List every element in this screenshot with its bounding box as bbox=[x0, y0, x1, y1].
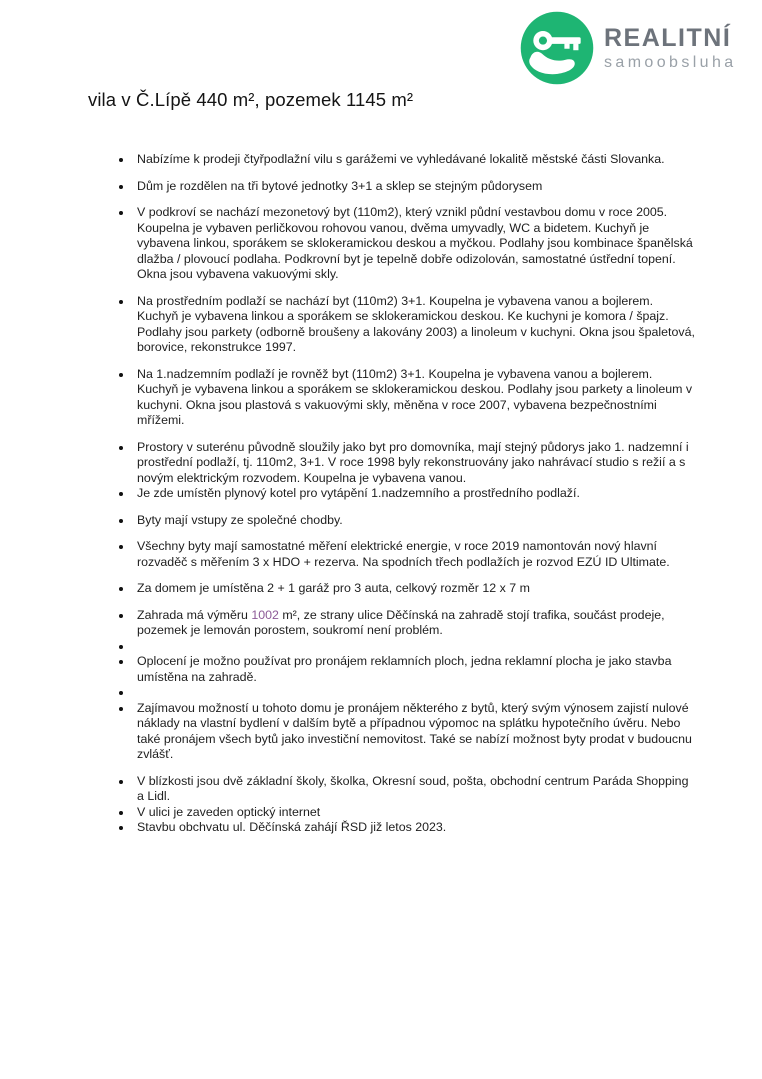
list-item bbox=[137, 774, 695, 805]
brand-wordmark bbox=[604, 23, 737, 71]
list-item bbox=[137, 179, 695, 195]
bullet-text: Prostory v suterénu původně sloužily jako byt pro domovníka, mají stejný půdorys jako 1. nadzemní i prostřední podlaží, tj. 110m2, 3+1. V roce 1998 byly rekonstruovány jako nahrávací studio s režií a s novým elektrickým rozvodem. Koupelna je vybavena vanou. bbox=[137, 439, 689, 485]
bullet-text: Stavbu obchvatu ul. Děčínská zahájí ŘSD již letos 2023. bbox=[137, 820, 447, 834]
bullet-text: m², ze strany ulice Děčínská na zahradě stojí trafika, součást prodeje, pozemek je lemován porostem, soukromí není problém. bbox=[137, 607, 665, 637]
bullet-text: V podkroví se nachází mezonetový byt (110m2), který vznikl půdní vestavbou domu v roce 2005. Koupelna je vybaven perličkovou rohovou vanou, dvěma umyvadly, WC a bidetem. Kuchyň je vybavena linkou, sporákem se sklokeramickou deskou a myčkou. Podlahy jsou kombinace španělská dlažba / plovoucí podlaha. Podkrovní byt je tepelně dobře odizolován, samostatné ústřední topení. Okna jsou vybavena vakuovými skly. bbox=[137, 205, 693, 281]
bullet-text: Byty mají vstupy ze společné chodby. bbox=[137, 512, 343, 527]
bullet-text: Je zde umístěn plynový kotel pro vytápění 1.nadzemního a prostředního podlaží. bbox=[137, 486, 580, 500]
bullet-text: Dům je rozdělen na tři bytové jednotky 3+1 a sklep se stejným půdorysem bbox=[137, 178, 543, 193]
bullet-text: V ulici je zaveden optický internet bbox=[137, 804, 321, 819]
bullet-text: Za domem je umístěna 2 + 1 garáž pro 3 auta, celkový rozměr 12 x 7 m bbox=[137, 581, 530, 595]
bullet-text: Zajímavou možností u tohoto domu je pronájem některého z bytů, který svým výnosem zajistí nulové náklady na vlastní bydlení v dalším bytě a případnou výpomoc na splátku hypotečního úvěru. Nebo také pronájem všech bytů jako investiční nemovitost. Také se nabízí možnost byty prodat v budoucnu zvlášť. bbox=[137, 700, 692, 761]
list-item-empty bbox=[137, 639, 695, 655]
list-item bbox=[137, 440, 695, 487]
page-title: vila v Č.Lípě 440 m², pozemek 1145 m² bbox=[88, 89, 414, 110]
bullet-text: Nabízíme k prodeji čtyřpodlažní vilu s garážemi ve vyhledávané lokalitě městské části Slovanka. bbox=[137, 152, 665, 166]
list-item bbox=[137, 152, 695, 168]
list-item bbox=[137, 513, 695, 529]
list-item bbox=[137, 539, 695, 570]
bullet-text: Zahrada má výměru bbox=[137, 607, 252, 622]
list-item bbox=[137, 294, 695, 356]
bullet-text: Na prostředním podlaží se nachází byt (110m2) 3+1. Koupelna je vybavena vanou a bojlerem. Kuchyň je vybavena linkou a sporákem se sklokeramickou deskou. Ke kuchyni je komora / špajz. Podlahy jsou parkety (odborně broušeny a lakovány 2003) a linoleum v kuchyni. Okna jsou špaletová, borovice, rekonstrukce 1997. bbox=[137, 293, 695, 354]
list-item bbox=[137, 367, 695, 429]
list-item bbox=[137, 701, 695, 763]
garden-area-link[interactable]: 1002 bbox=[251, 607, 279, 622]
key-in-hand-icon bbox=[520, 11, 594, 85]
list-item bbox=[137, 581, 695, 597]
list-item bbox=[137, 205, 695, 283]
list-item-empty bbox=[137, 685, 695, 701]
list-item bbox=[137, 486, 695, 502]
bullet-text: Oplocení je možno používat pro pronájem reklamních ploch, jedna reklamní plocha je jako stavba umístěna na zahradě. bbox=[137, 654, 672, 684]
brand-subtitle: samoobsluha bbox=[604, 53, 737, 71]
bullet-text: Na 1.nadzemním podlaží je rovněž byt (110m2) 3+1. Koupelna je vybavena vanou a bojlerem. Kuchyň je vybavena linkou a sporákem se sklokeramickou deskou. Podlahy jsou parkety a linoleum v kuchyni. Okna jsou plastová s vakuovými skly, měněna v roce 2007, vybavena bezpečnostními mřížemi. bbox=[137, 366, 693, 427]
bullet-text: V blízkosti jsou dvě základní školy, školka, Okresní soud, pošta, obchodní centrum Paráda Shopping a Lidl. bbox=[137, 773, 689, 803]
list-item bbox=[137, 654, 695, 685]
brand-name: REALITNÍ bbox=[604, 23, 732, 52]
bullet-text: Všechny byty mají samostatné měření elektrické energie, v roce 2019 namontován nový hlavní rozvaděč s měřením 3 x HDO + rezerva. Na spodních třech podlažích je rozvod EZÚ ID Ultimate. bbox=[137, 539, 670, 569]
property-details-list bbox=[137, 152, 695, 836]
list-item bbox=[137, 820, 695, 836]
list-item bbox=[137, 805, 695, 821]
list-item bbox=[137, 608, 695, 639]
realitni-logo bbox=[520, 11, 737, 85]
